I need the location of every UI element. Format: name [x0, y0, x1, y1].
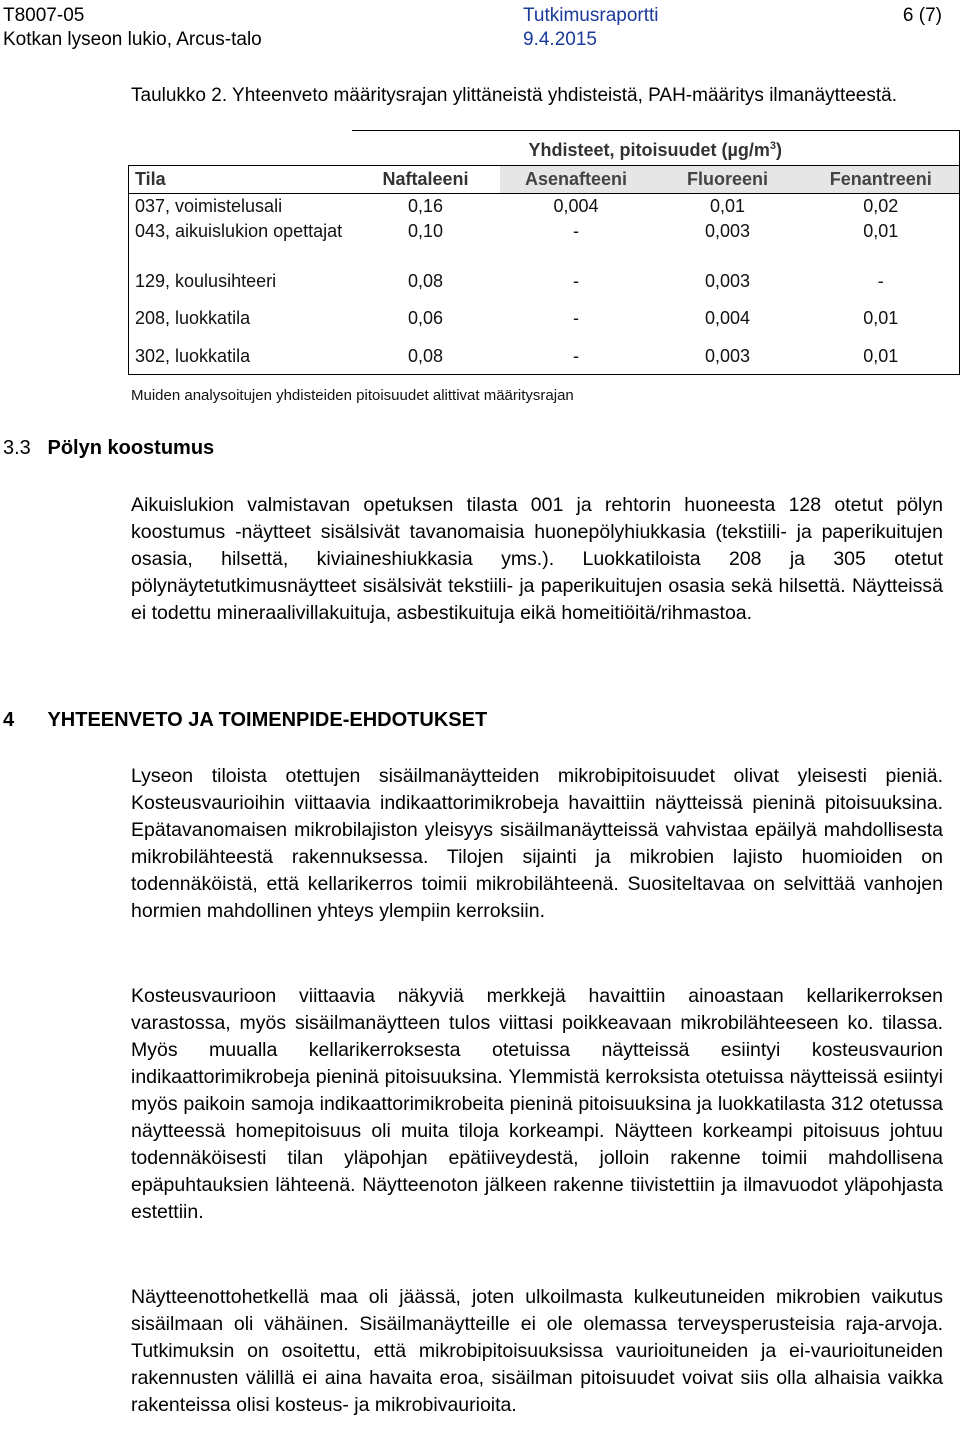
client-name: Kotkan lyseon lukio, Arcus-talo	[3, 29, 262, 50]
table-cell: 302, luokkatila	[129, 344, 352, 375]
table-cell: 0,003	[653, 344, 803, 375]
column-header: Asenafteeni	[500, 166, 653, 194]
paragraph: Lyseon tiloista otettujen sisäilmanäytteiden mikrobipitoisuudet olivat yleisesti pieniä. Kosteusvaurioihin viittaavia indikaattorimikrobeja havaittiin näytteissä pieninä pitoisuuksina. Epätavanomaisen mikrobilajiston yleisyys sisäilmanäytteissä vahvistaa epäilyä mahdollisesta mikrobilähteestä rakennuksessa. Tilojen sijainti ja mikrobien lajisto huomioiden on todennäköistä, että kellarikerros toimii mikrobilähteenä. Suositeltavaa on selvittää vanhojen hormien mahdollinen yhteys ylempiin kerroksiin.	[131, 765, 943, 922]
table-cell: -	[573, 221, 579, 241]
results-table-wrapper	[128, 130, 959, 375]
section-heading-3-3	[3, 437, 214, 460]
table-cell: 037, voimistelusali	[129, 194, 352, 220]
table-cell: 043, aikuislukion opettajat	[129, 219, 352, 269]
doc-code: T8007-05	[3, 5, 85, 26]
report-date: 9.4.2015	[523, 29, 597, 50]
column-header: Fenantreeni	[803, 166, 960, 194]
table-cell: 0,16	[407, 196, 444, 216]
column-header: Naftaleeni	[352, 166, 500, 194]
table-row	[129, 344, 960, 375]
table-note: Muiden analysoitujen yhdisteiden pitoisuudet alittivat määritysrajan	[131, 387, 574, 404]
table-row	[129, 269, 960, 306]
group-header: Yhdisteet, pitoisuudet $(\mu g/m^3)$	[352, 131, 960, 166]
table-cell: 0,01	[709, 196, 746, 216]
table-row	[129, 194, 960, 220]
table-cell: 0,08	[407, 271, 444, 291]
table-cell: 0,004	[704, 308, 751, 328]
column-header: Fluoreeni	[653, 166, 803, 194]
section-heading-4	[3, 709, 487, 732]
table-cell: 0,08	[352, 344, 500, 375]
table-cell: 208, luokkatila	[129, 306, 352, 344]
table-cell: 0,004	[553, 196, 599, 216]
table-cell: 0,10	[407, 221, 444, 241]
paragraph: Aikuislukion valmistavan opetuksen tilasta 001 ja rehtorin huoneesta 128 otetut pölyn koostumus -näytteet sisälsivät tavanomaisia huonepölyhiukkasia (tekstiili- ja paperikuitujen osasia, hilsettä, kiviaineshiukkasia yms.). Luokkatiloista 208 ja 305 otetut pölynäytetutkimusnäytteet sisälsivät tekstiili- ja paperikuitujen osasia sekä hilsettä. Näytteissä ei todettu mineraalivillakuituja, asbestikuituja eikä homeitiöitä/rihmastoa.	[131, 494, 943, 624]
table-cell: -	[573, 308, 579, 328]
table-row	[129, 306, 960, 344]
section-title: Pölyn koostumus	[47, 437, 215, 459]
results-table	[128, 130, 960, 375]
table-cell: 0,01	[803, 306, 960, 344]
page-header	[3, 4, 950, 56]
paragraph: Kosteusvaurioon viittaavia näkyviä merkkejä havaittiin ainoastaan kellarikerroksen varastossa, myös sisäilmanäytteen tulos viittasi poikkeavaan mikrobilähteeseen ko. tilassa. Myös muualla kellarikerroksesta otetuissa näytteissä esiintyi kosteusvaurion indikaattorimikrobeja pieninä pitoisuuksina. Ylemmistä kerroksista otetuissa näytteissä esiintyi myös paikoin samoja indikaattorimikrobeita pieninä pitoisuuksina ja luokkatilasta 312 otetussa näytteessä homepitoisuus oli muita tiloja korkeampi. Näytteen korkeampi pitoisuus johtuu todennäköisesti tilan yläpohjan epätiiveydestä, jolloin rakenne toimii mahdollisena epäpuhtauksien lähteenä. Näytteenoton jälkeen rakenne tiivistettiin ja ilmavuodot yläpohjasta estettiin.	[131, 985, 943, 1223]
page-number: 6 (7)	[902, 5, 942, 26]
section-title: YHTEENVETO JA TOIMENPIDE-EHDOTUKSET	[47, 709, 488, 731]
table-cell: -	[803, 269, 960, 306]
table-caption: Taulukko 2. Yhteenveto määritysrajan ylittäneistä yhdisteistä, PAH-määritys ilmanäytteestä.	[131, 85, 897, 106]
table-cell: 0,02	[803, 194, 960, 220]
paragraph: Näytteenottohetkellä maa oli jäässä, joten ulkoilmasta kulkeutuneiden mikrobien vaikutus sisäilmaan oli vähäinen. Sisäilmanäytteille ei ole olemassa terveysperusteisia raja-arvoja. Tutkimuksin on osoitettu, että mikrobipitoisuuksissa vaurioituneiden ja ei-vaurioituneiden rakennusten välillä ei aina havaita eroa, sisäilman pitoisuudet voivat siis olla alhaisia vaikka rakenteissa olisi kosteus- ja mikrobivaurioita.	[131, 1286, 943, 1416]
section-number: 4	[3, 709, 15, 731]
table-cell: 0,06	[407, 308, 444, 328]
table-cell: -	[500, 344, 653, 375]
table-cell: 0,01	[803, 219, 960, 269]
table-cell: 129, koulusihteeri	[129, 269, 352, 306]
table-cell: -	[573, 271, 579, 291]
report-type: Tutkimusraportti	[523, 5, 659, 26]
table-row	[129, 219, 960, 269]
table-group-header-row	[129, 131, 960, 166]
table-cell: 0,003	[704, 221, 751, 241]
column-header: Tila	[129, 166, 352, 194]
section-number: 3.3	[3, 437, 31, 459]
table-cell: 0,01	[803, 344, 960, 375]
table-cell: 0,003	[704, 271, 751, 291]
table-column-header-row	[129, 166, 960, 194]
